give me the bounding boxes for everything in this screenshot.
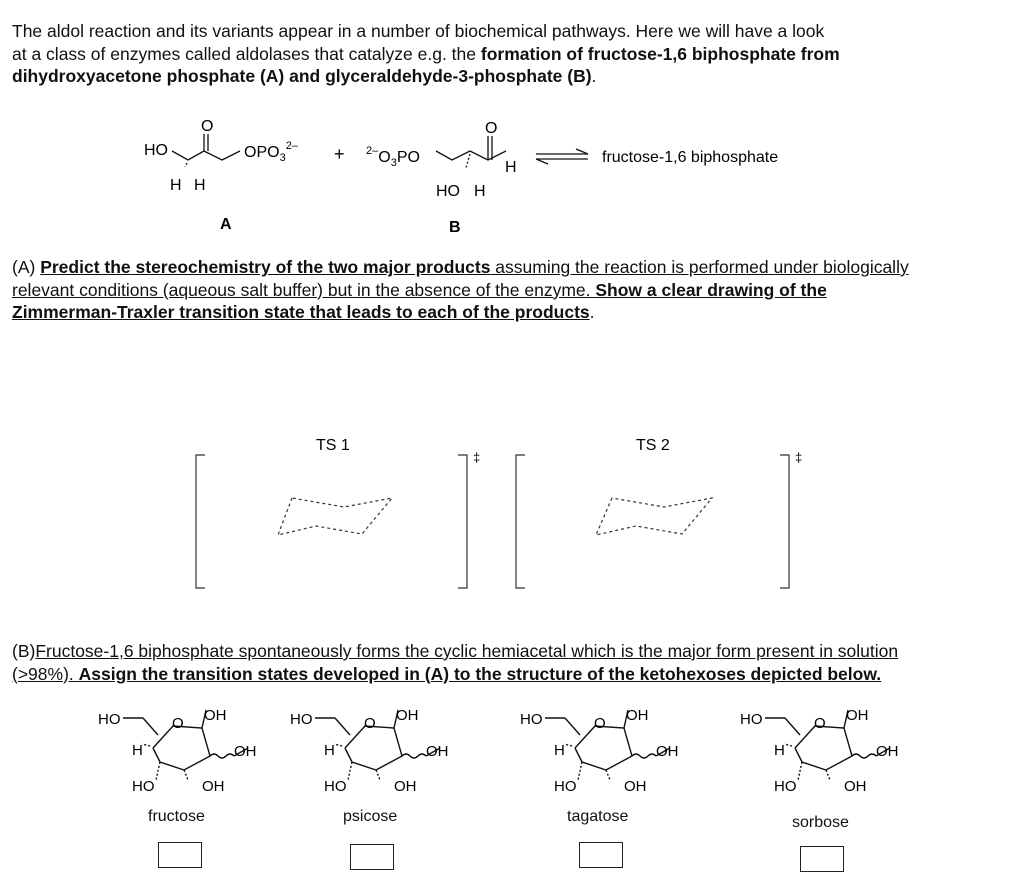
sugar-sorbose-h-label: H [774,742,785,759]
transition-states [0,430,1024,600]
question-b [12,640,1012,685]
sugar-psicose-h-label: H [324,742,335,759]
sugar-sorbose-oh-right: OH [876,743,899,760]
ts1-dagger: ‡ [473,450,481,465]
ts2-right-bracket [780,455,789,588]
sugar-sorbose-ring-o: O [814,715,826,732]
sugar-sorbose-oh-top: OH [846,707,869,724]
b-phosphate-label: $^{2-}O_3PO$ [366,145,420,169]
question-a-line-3: Zimmerman-Traxler transition state that leads to each of the products. [12,302,595,322]
psicose-answer-box[interactable] [350,844,394,870]
b-carbonyl-o: O [485,120,498,137]
sugar-tagatose-ho-top: HO [520,711,543,728]
sugar-fructose-oh-top: OH [204,707,227,724]
sugar-psicose-oh-right: OH [426,743,449,760]
sugar-fructose-structure [98,707,257,795]
sugar-fructose-h-label: H [132,742,143,759]
question-a-line-1: (A) Predict the stereochemistry of the two major products assuming the reaction is performed under biologically [12,257,909,277]
sugar-psicose-ho-top: HO [290,711,313,728]
sugar-fructose-ho-bottom: HO [132,778,155,795]
intro-line-3: dihydroxyacetone phosphate (A) and glyceraldehyde-3-phosphate (B). [12,66,597,86]
sugar-tagatose-oh-bottom: OH [624,778,647,795]
ts1-right-bracket [458,455,467,588]
label-a: A [220,216,232,233]
sugar-psicose-ho-bottom: HO [324,778,347,795]
sugar-sorbose-structure [740,707,899,795]
sugar-tagatose-h-label: H [554,742,565,759]
fructose-answer-box[interactable] [158,842,202,868]
intro-line-2: at a class of enzymes called aldolases that catalyze e.g. the formation of fructose-1,6 biphosphate from [12,43,840,64]
product-label: fructose-1,6 biphosphate [602,149,779,166]
a-h-right: H [194,177,206,194]
sugar-fructose-ring-o: O [172,715,184,732]
ts2-chair-template [596,498,712,535]
b-h-label: H [474,183,486,200]
question-b-line-1: (B)Fructose-1,6 biphosphate spontaneously forms the cyclic hemiacetal which is the major form present in solution [12,641,899,661]
ts2-dagger: ‡ [795,450,803,465]
tagatose-answer-box[interactable] [579,842,623,868]
intro-paragraph [12,20,1012,88]
reaction-scheme [0,110,1024,240]
b-ho-label: HO [436,183,460,200]
ts2-left-bracket [516,455,525,588]
ts1-chair-template [278,498,392,535]
ts2-label: TS 2 [636,437,670,454]
sugar-fructose-ho-top: HO [98,711,121,728]
sorbose-answer-box[interactable] [800,846,844,872]
a-carbonyl-o: O [201,118,214,135]
sugar-tagatose-oh-right: OH [656,743,679,760]
sugar-fructose-name: fructose [148,808,205,825]
sugar-sorbose-ho-bottom: HO [774,778,797,795]
sugar-tagatose-name: tagatose [567,808,629,825]
sugar-tagatose-oh-top: OH [626,707,649,724]
ts1-left-bracket [196,455,205,588]
question-a-line-2: relevant conditions (aqueous salt buffer) but in the absence of the enzyme. Show a clear drawing of the [12,279,827,300]
sugar-sorbose-oh-bottom: OH [844,778,867,795]
sugar-psicose-ring-o: O [364,715,376,732]
sugar-tagatose-ring-o: O [594,715,606,732]
question-b-line-2: (>98%). Assign the transition states developed in (A) to the structure of the ketohexoses depicted below. [12,663,882,684]
question-a [12,256,1012,324]
sugar-fructose-oh-right: OH [234,743,257,760]
a-phosphate-label: $OPO_3^{2-}$ [244,140,298,164]
label-b: B [449,219,461,236]
sugar-tagatose-ho-bottom: HO [554,778,577,795]
a-ho-label: HO [144,142,168,159]
sugar-psicose-structure [290,707,449,795]
sugar-psicose-oh-top: OH [396,707,419,724]
ts1-label: TS 1 [316,437,350,454]
sugar-fructose-oh-bottom: OH [202,778,225,795]
b-aldehyde-h: H [505,159,517,176]
sugar-psicose-name: psicose [343,808,398,825]
plus-sign: + [334,144,345,164]
sugar-sorbose-name: sorbose [792,814,849,831]
sugar-sorbose-ho-top: HO [740,711,763,728]
sugar-psicose-oh-bottom: OH [394,778,417,795]
sugar-tagatose-structure [520,707,679,795]
intro-line-1: The aldol reaction and its variants appear in a number of biochemical pathways. Here we will have a look [12,21,825,41]
a-h-left: H [170,177,182,194]
